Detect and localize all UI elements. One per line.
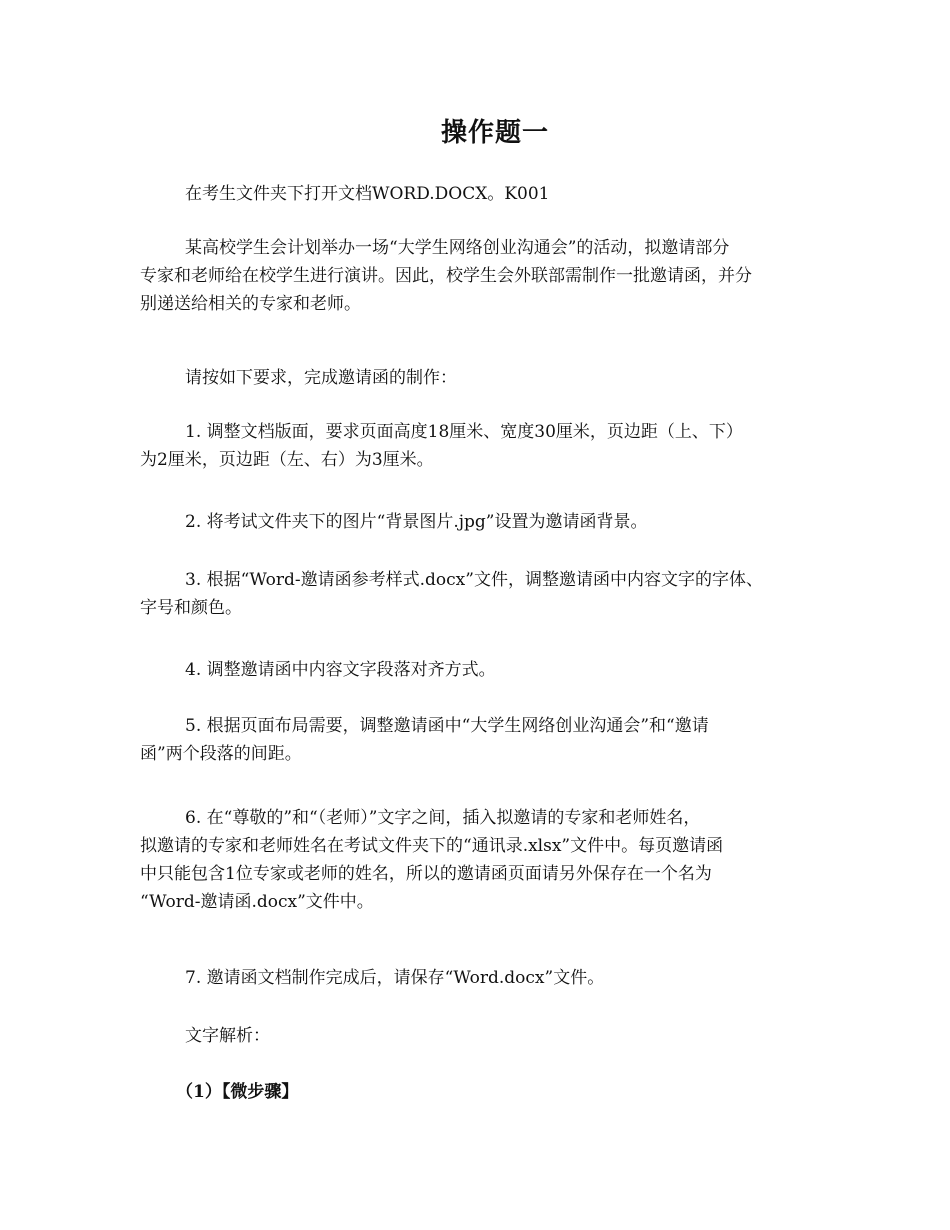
paragraph-line: 文字解析：: [185, 1026, 270, 1046]
paragraph-line: 拟邀请的专家和老师姓名在考试文件夹下的“通讯录.xlsx”文件中。每页邀请函: [140, 836, 724, 856]
analysis-heading: [140, 1022, 830, 1050]
paragraph-line: 为2厘米，页边距（左、右）为3厘米。: [140, 450, 434, 470]
requirement-4: [140, 656, 830, 684]
paragraph-line: （1）【微步骤】: [176, 1082, 299, 1102]
step-heading: [140, 1078, 830, 1106]
requirement-7: [140, 964, 830, 992]
paragraph-line: 请按如下要求，完成邀请函的制作：: [185, 368, 457, 388]
paragraph-line: 6. 在“尊敬的”和“（老师）”文字之间，插入拟邀请的专家和老师姓名，: [185, 808, 701, 828]
paragraph-line: 别递送给相关的专家和老师。: [140, 294, 361, 314]
requirement-1: [140, 418, 830, 474]
paragraph-line: 函”两个段落的间距。: [140, 744, 302, 764]
paragraph-line: 3. 根据“Word-邀请函参考样式.docx”文件，调整邀请函中内容文字的字体、: [185, 570, 763, 590]
requirement-3: [140, 566, 830, 622]
requirement-6: [140, 804, 830, 916]
paragraph-1: [140, 180, 830, 208]
paragraph-line: 中只能包含1位专家或老师的姓名，所以的邀请函页面请另外保存在一个名为: [140, 864, 712, 884]
paragraph-line: 专家和老师给在校学生进行演讲。因此，校学生会外联部需制作一批邀请函，并分: [140, 266, 752, 286]
paragraph-line: 1. 调整文档版面，要求页面高度18厘米、宽度30厘米，页边距（上、下）: [185, 422, 743, 442]
paragraph-line: 7. 邀请函文档制作完成后，请保存“Word.docx”文件。: [185, 968, 605, 988]
paragraph-line: 某高校学生会计划举办一场“大学生网络创业沟通会”的活动，拟邀请部分: [185, 238, 730, 258]
paragraph-line: 5. 根据页面布局需要，调整邀请函中“大学生网络创业沟通会”和“邀请: [185, 716, 709, 736]
page-title: 操作题一: [440, 118, 549, 148]
paragraph-line: “Word-邀请函.docx”文件中。: [140, 892, 374, 912]
paragraph-line: 字号和颜色。: [140, 598, 242, 618]
requirement-2: [140, 508, 830, 536]
paragraph-3: [140, 364, 830, 392]
paragraph-line: 在考生文件夹下打开文档WORD.DOCX。K001: [185, 184, 550, 204]
paragraph-2: [140, 234, 830, 318]
paragraph-line: 4. 调整邀请函中内容文字段落对齐方式。: [185, 660, 496, 680]
requirement-5: [140, 712, 830, 768]
paragraph-line: 2. 将考试文件夹下的图片“背景图片.jpg”设置为邀请函背景。: [185, 512, 648, 532]
